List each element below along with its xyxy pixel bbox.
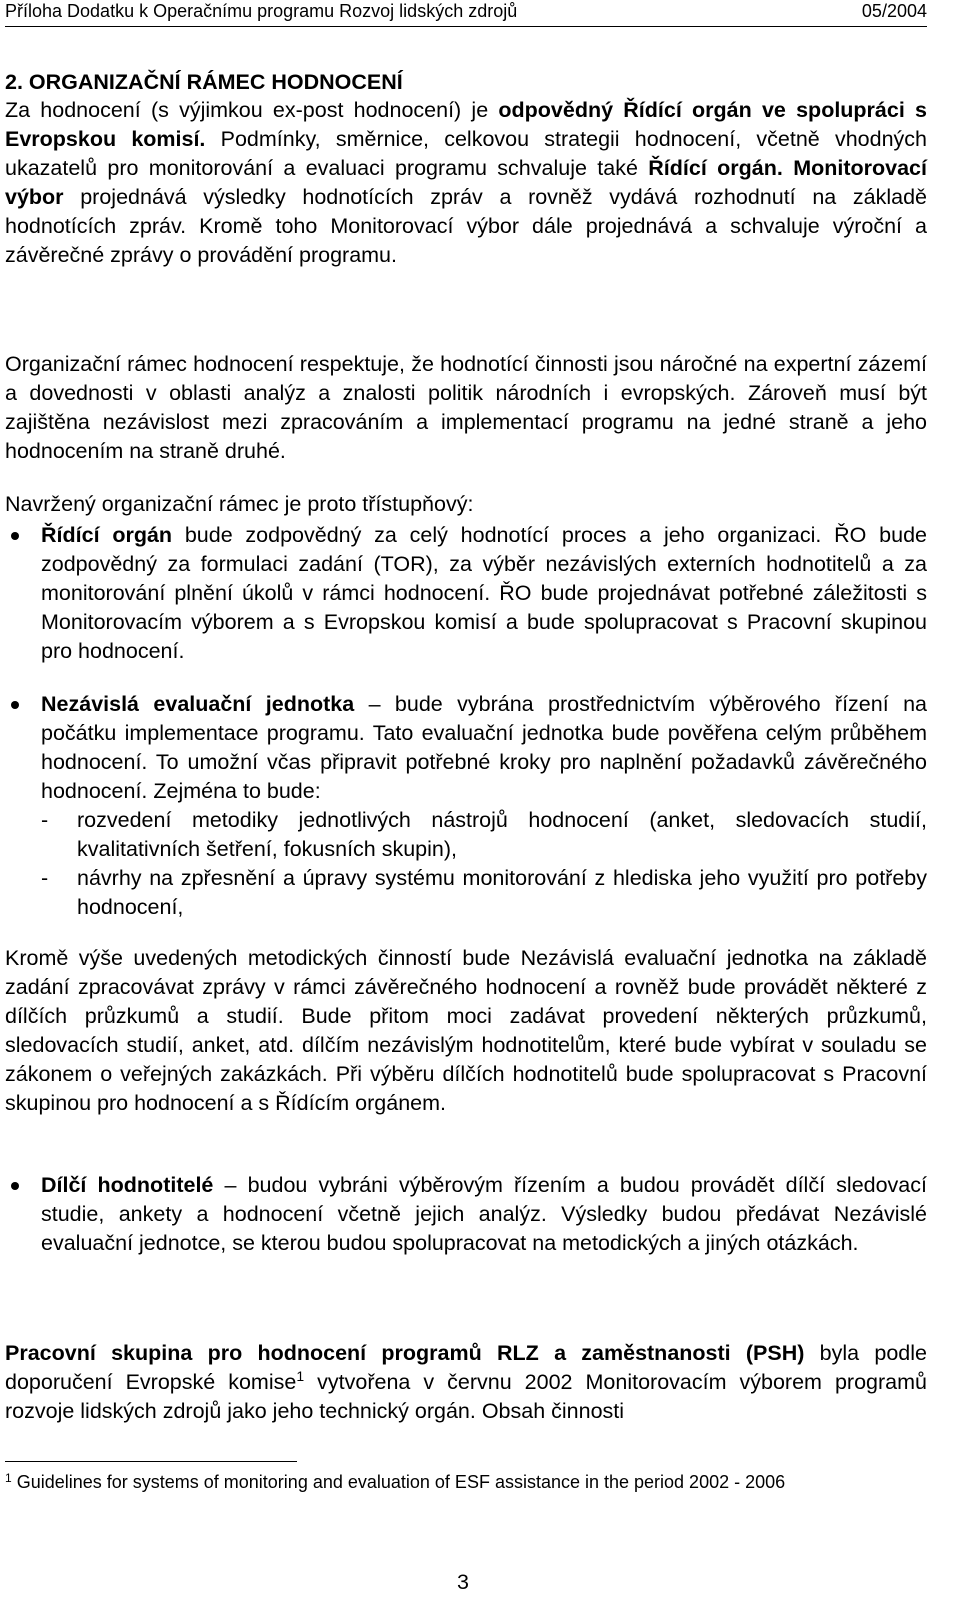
header-title: Příloha Dodatku k Operačnímu programu Rozvoj lidských zdrojů bbox=[5, 1, 518, 21]
p5-text-1: byla podle doporučení Evropské komise bbox=[5, 1341, 927, 1394]
p1-text-1: Za hodnocení (s výjimkou ex-post hodnocení) je bbox=[5, 98, 499, 122]
footnote bbox=[5, 1470, 785, 1494]
page-number: 3 bbox=[457, 1570, 469, 1594]
bullet-text bbox=[41, 521, 927, 666]
p1-text-2: Podmínky, směrnice, celkovou strategii hodnocení, včetně vhodných ukazatelů pro monitorování a evaluaci programu schvaluje také bbox=[5, 127, 927, 180]
bullet1-bold: Řídící orgán bbox=[41, 523, 173, 547]
dash-mark: - bbox=[41, 866, 49, 890]
dash-mark: - bbox=[41, 808, 49, 832]
p5-text-2: vytvořena v červnu 2002 Monitorovacím výborem programů rozvoje lidských zdrojů jako jeho technický orgán. Obsah činnosti bbox=[5, 1370, 927, 1423]
footnote-number: 1 bbox=[5, 1471, 12, 1485]
paragraph-framework: Organizační rámec hodnocení respektuje, že hodnotící činnosti jsou náročné na expertní zázemí a dovednosti v oblasti analýz a znalosti politik národních i evropských. Zároveň musí být zajištěna nezávislost mezi zpracováním a implementací programu na jedné straně a jeho hodnocením na straně druhé. bbox=[5, 352, 927, 463]
paragraph-evaluation-unit-tasks: Kromě výše uvedených metodických činností bude Nezávislá evaluační jednotka na základě zadání zpracovávat zprávy v rámci závěrečného hodnocení a rovněž bude provádět některé z dílčích průzkumů a studií. Bude přitom moci zadávat provedení některých průzkumů, sledovacích studií, anket, atd. dílčím nezávislým hodnotitelům, které bude vybírat v souladu se zákonem o veřejných zakázkách. Při výběru dílčích hodnotitelů bude spolupracovat s Pracovní skupinou pro hodnocení a s Řídícím orgánem. bbox=[5, 946, 927, 1115]
p1-text-4: projednává výsledky hodnotících zpráv a rovněž vydává rozhodnutí na základě hodnotících zpráv. Kromě toho Monitorovací výbor dále projednává a schvaluje výroční a závěrečné zprávy o provádění programu. bbox=[5, 185, 927, 267]
bullet2-text: – bude vybrána prostřednictvím výběrového řízení na počátku implementace programu. Tato evaluační jednotka bude pověřena celým průběhem hodnocení. To umožní včas připravit potřebné kroky pro naplnění požadavků závěrečného hodnocení. Zejména to bude: bbox=[41, 692, 927, 803]
paragraph-three-tier: Navržený organizační rámec je proto třístupňový: bbox=[5, 492, 474, 516]
footnote-reference: 1 bbox=[296, 1367, 305, 1384]
paragraph-working-group bbox=[5, 1339, 927, 1426]
dash-text: rozvedení metodiky jednotlivých nástrojů hodnocení (anket, sledovacích studií, kvalitativních šetření, fokusních skupin), bbox=[77, 808, 927, 861]
bullet2-bold: Nezávislá evaluační jednotka bbox=[41, 692, 355, 716]
p1-bold-2: Řídící orgán. bbox=[648, 156, 783, 180]
section-heading: 2. ORGANIZAČNÍ RÁMEC HODNOCENÍ bbox=[5, 70, 403, 94]
footnote-separator bbox=[5, 1461, 297, 1462]
p1-bold-3: Monitorovací výbor bbox=[5, 156, 927, 209]
bullet-dot bbox=[11, 701, 19, 709]
page-header bbox=[5, 0, 927, 27]
bullet-dot bbox=[11, 532, 19, 540]
paragraph-responsibility bbox=[5, 96, 927, 270]
bullet-text bbox=[41, 1171, 927, 1258]
p5-bold: Pracovní skupina pro hodnocení programů RLZ a zaměstnanosti (PSH) bbox=[5, 1341, 805, 1365]
dash-item bbox=[41, 864, 927, 922]
bullet1-text: bude zodpovědný za celý hodnotící proces a jeho organizaci. ŘO bude zodpovědný za formulaci zadání (TOR), za výběr nezávislých externích hodnotitelů a za monitorování plnění úkolů v rámci hodnocení. ŘO bude projednávat potřebné záležitosti s Monitorovacím výborem a s Evropskou komisí a bude spolupracovat s Pracovní skupinou pro hodnocení. bbox=[41, 523, 928, 663]
p1-text-3 bbox=[783, 156, 793, 180]
dash-text: návrhy na zpřesnění a úpravy systému monitorování z hlediska jeho využití pro potřeby hodnocení, bbox=[77, 866, 927, 919]
bullet-text bbox=[41, 690, 927, 922]
footnote-text: Guidelines for systems of monitoring and evaluation of ESF assistance in the period 2002 - 2006 bbox=[16, 1472, 786, 1492]
bullet3-bold: Dílčí hodnotitelé bbox=[41, 1173, 214, 1197]
header-date: 05/2004 bbox=[861, 1, 927, 21]
dash-item bbox=[41, 806, 927, 864]
p1-bold-1: odpovědný Řídící orgán ve spolupráci s Evropskou komisí. bbox=[5, 98, 927, 151]
bullet-dot bbox=[11, 1182, 19, 1190]
bullet3-text: – budou vybráni výběrovým řízením a budou provádět dílčí sledovací studie, ankety a hodnocení včetně jejich analýz. Výsledky budou předávat Nezávislé evaluační jednotce, se kterou budou spolupracovat na metodických a jiných otázkách. bbox=[41, 1173, 927, 1255]
